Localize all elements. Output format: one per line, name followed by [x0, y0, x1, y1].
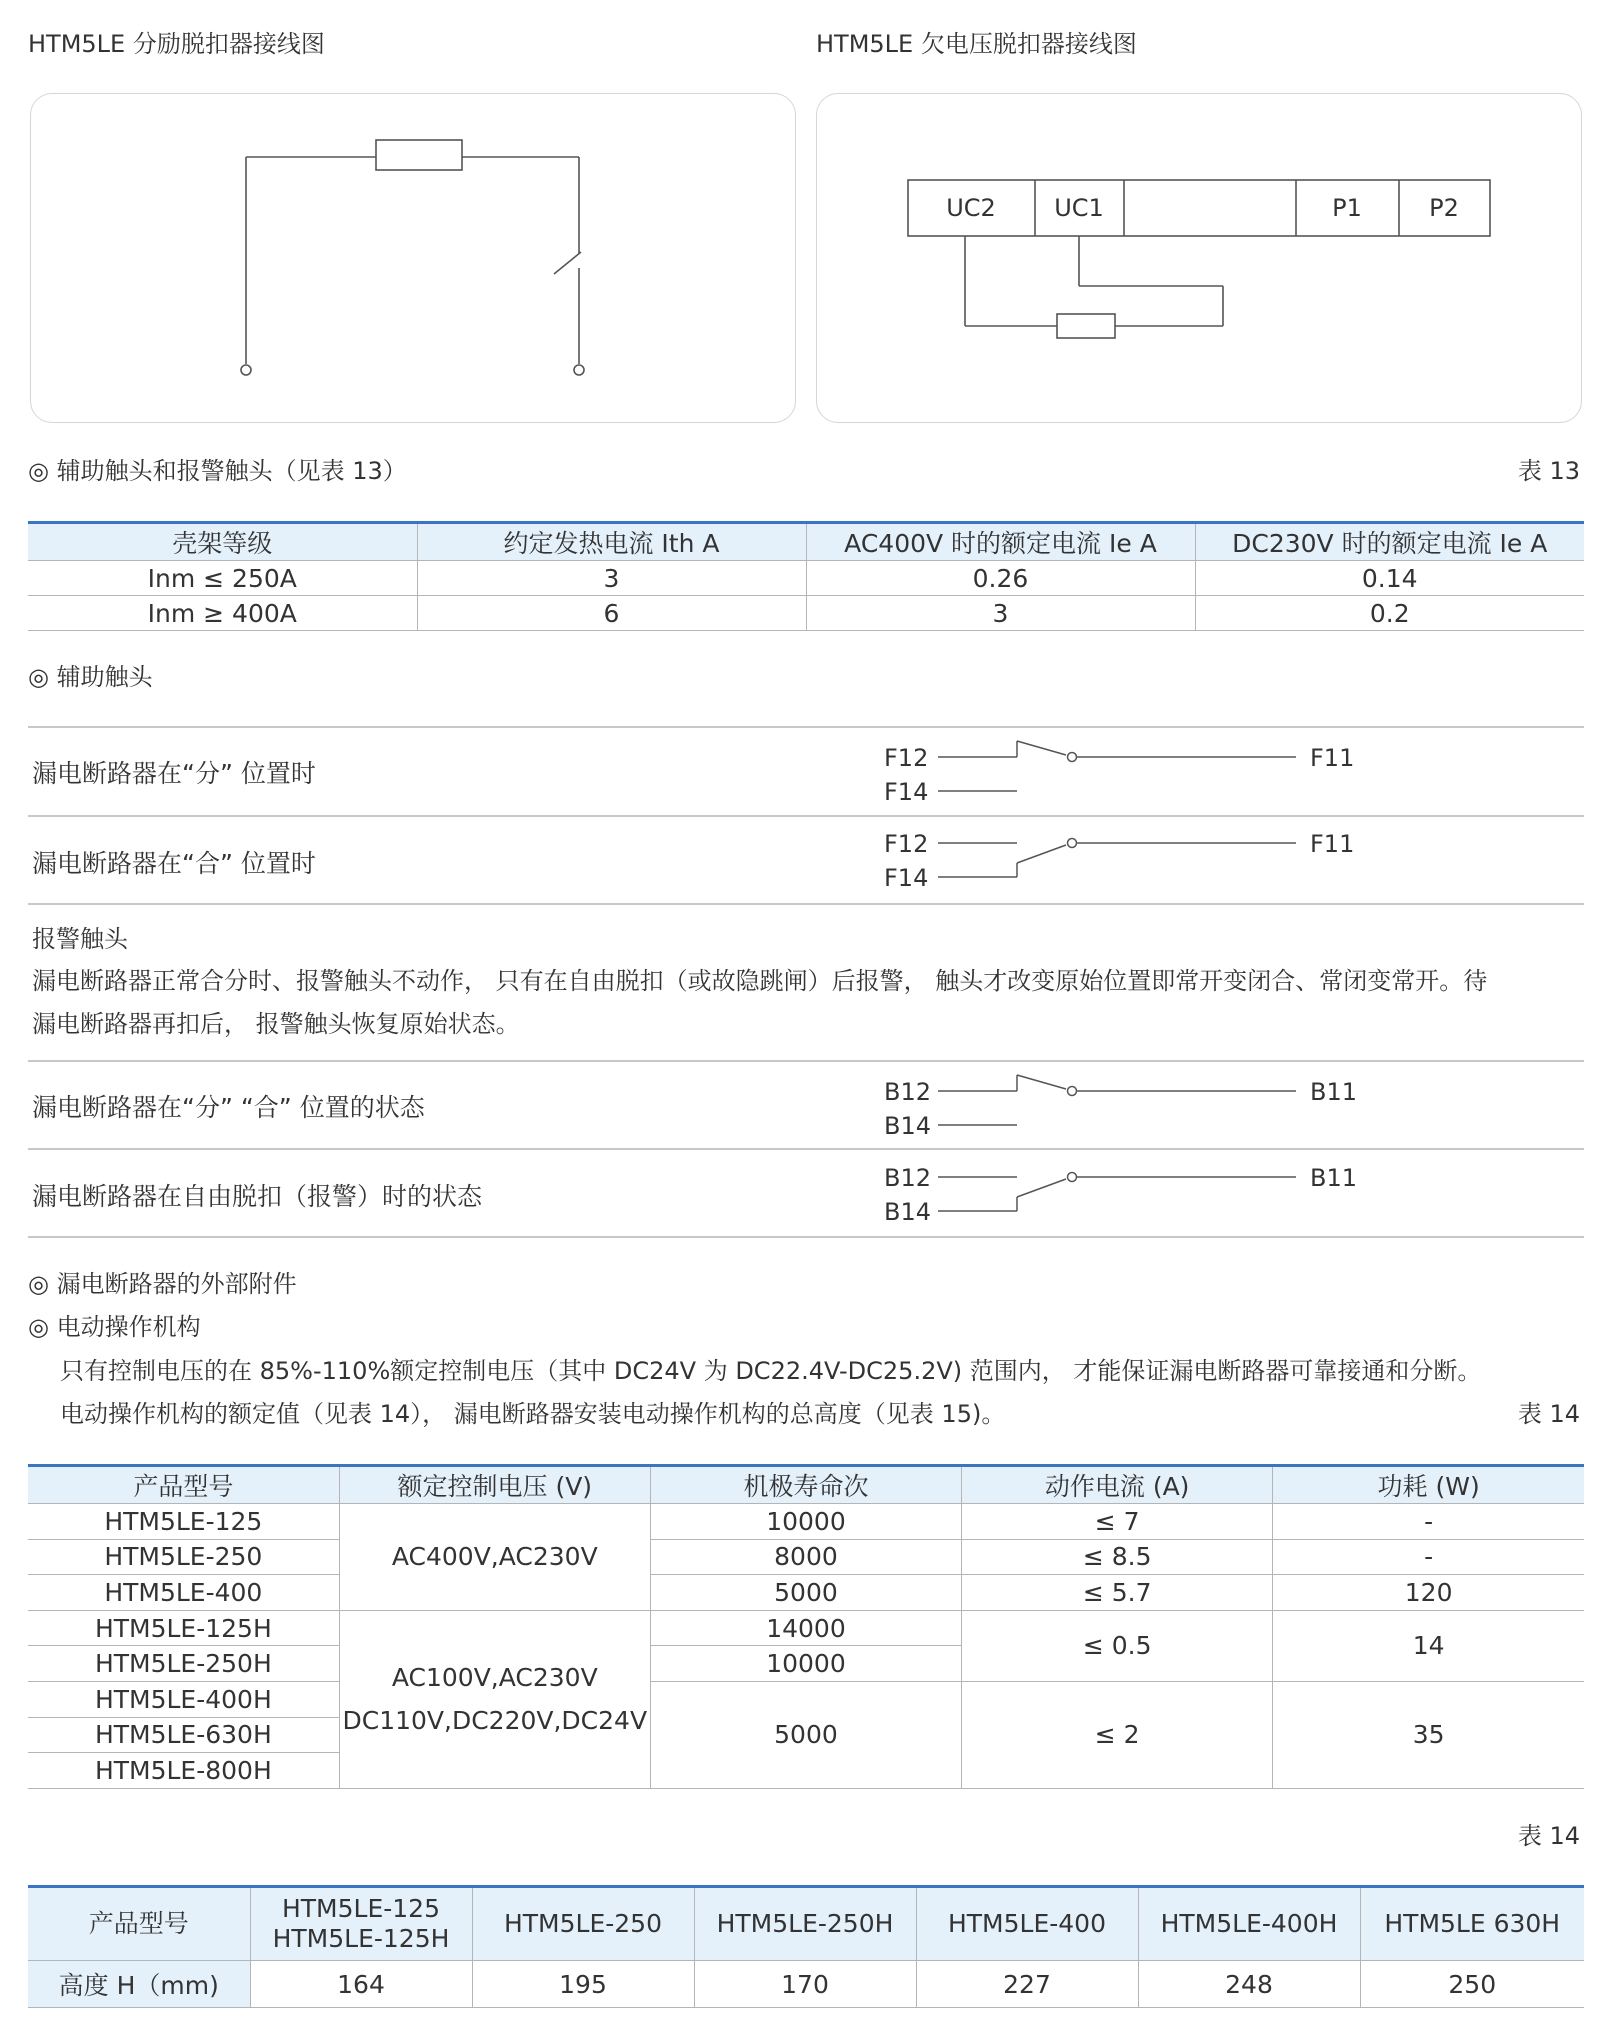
motor-operator-title: ◎ 电动操作机构 — [28, 1313, 201, 1341]
terminal-label: F11 — [1310, 744, 1355, 772]
table14-header: 功耗 (W) — [1273, 1466, 1584, 1504]
life-cell: 10000 — [650, 1646, 961, 1682]
height-cell: 227 — [916, 1961, 1138, 2008]
alarm-desc-line1: 漏电断路器正常合分时、报警触头不动作， 只有在自由脱扣（或故隐跳闸）后报警， 触头才改变原始位置即常开变闭合、常闭变常开。待 — [32, 967, 1488, 995]
table13-cell: Inm ≤ 250A — [28, 561, 417, 596]
table13-header: DC230V 时的额定电流 Ie A — [1195, 523, 1584, 561]
uv-terminal-uc1: UC1 — [1054, 194, 1104, 222]
alarm-trip-contact-diagram — [880, 1155, 1380, 1239]
uv-diagram-box — [816, 93, 1582, 423]
alarm-normal-contact-diagram — [880, 1067, 1380, 1151]
power-cell: 35 — [1273, 1681, 1584, 1788]
uv-terminal-uc2: UC2 — [946, 194, 996, 222]
divider — [28, 815, 1584, 817]
table13-label: 表 13 — [1517, 457, 1580, 485]
table15-model-header: HTM5LE-400H — [1138, 1887, 1360, 1961]
divider — [28, 1060, 1584, 1062]
table-row — [28, 1504, 1584, 1540]
voltage-cell: AC400V,AC230V — [339, 1504, 650, 1611]
current-cell: ≤ 0.5 — [962, 1610, 1273, 1681]
life-cell: 8000 — [650, 1539, 961, 1575]
uv-wiring-diagram — [817, 94, 1581, 422]
terminal-label: F12 — [884, 830, 929, 858]
shunt-diagram-box — [30, 93, 796, 423]
alarm-desc-line2: 漏电断路器再扣后， 报警触头恢复原始状态。 — [32, 1010, 520, 1038]
table14-header: 额定控制电压 (V) — [339, 1466, 650, 1504]
aux-closed-contact-diagram — [880, 823, 1380, 907]
external-accessories-title: ◎ 漏电断路器的外部附件 — [28, 1270, 297, 1298]
table13-header: AC400V 时的额定电流 Ie A — [806, 523, 1195, 561]
height-cell: 248 — [1138, 1961, 1360, 2008]
aux-row-open-label: 漏电断路器在“分” 位置时 — [32, 759, 316, 788]
aux-contacts-title: ◎ 辅助触头 — [28, 663, 153, 691]
terminal-label: B12 — [884, 1164, 932, 1192]
table15-model-header: HTM5LE-400 — [916, 1887, 1138, 1961]
table14-header: 机极寿命次 — [650, 1466, 961, 1504]
life-cell: 14000 — [650, 1610, 961, 1646]
uv-terminal-p1: P1 — [1332, 194, 1362, 222]
table14-header: 动作电流 (A) — [962, 1466, 1273, 1504]
terminal-label: B14 — [884, 1198, 932, 1226]
life-cell: 5000 — [650, 1575, 961, 1611]
table-row — [28, 561, 1584, 596]
alarm-row-trip-label: 漏电断路器在自由脱扣（报警）时的状态 — [32, 1182, 483, 1211]
table13-cell: 3 — [806, 596, 1195, 631]
table14 — [28, 1464, 1584, 1789]
table15-model-header: HTM5LE-250H — [694, 1887, 916, 1961]
terminal-label: F12 — [884, 744, 929, 772]
height-cell: 250 — [1360, 1961, 1584, 2008]
table13-cell: 0.14 — [1195, 561, 1584, 596]
height-cell: 170 — [694, 1961, 916, 2008]
current-cell: ≤ 7 — [962, 1504, 1273, 1540]
voltage-cell-line: DC110V,DC220V,DC24V — [342, 1706, 648, 1736]
table15-model-header: HTM5LE 630H — [1360, 1887, 1584, 1961]
table-row — [28, 1539, 1584, 1575]
model-cell: HTM5LE-400H — [28, 1681, 339, 1717]
section-aux-alarm-title: ◎ 辅助触头和报警触头（见表 13） — [28, 457, 407, 485]
model-name: HTM5LE-125 — [281, 1894, 440, 1923]
terminal-label: F14 — [884, 864, 929, 892]
model-cell: HTM5LE-250H — [28, 1646, 339, 1682]
power-cell: - — [1273, 1504, 1584, 1540]
divider — [28, 1236, 1584, 1238]
current-cell: ≤ 8.5 — [962, 1539, 1273, 1575]
model-cell: HTM5LE-630H — [28, 1717, 339, 1753]
divider — [28, 726, 1584, 728]
table-row — [28, 1681, 1584, 1717]
terminal-label: F14 — [884, 778, 929, 806]
table-row — [28, 596, 1584, 631]
terminal-label: B11 — [1310, 1164, 1358, 1192]
model-cell: HTM5LE-400 — [28, 1575, 339, 1611]
model-cell: HTM5LE-800H — [28, 1753, 339, 1789]
power-cell: 14 — [1273, 1610, 1584, 1681]
table15-model-header — [250, 1887, 472, 1961]
life-cell: 5000 — [650, 1681, 961, 1788]
table14-label: 表 14 — [1517, 1400, 1580, 1428]
model-name: HTM5LE-125H — [272, 1924, 450, 1953]
table13-header: 壳架等级 — [28, 523, 417, 561]
table13-cell: 6 — [417, 596, 806, 631]
table15 — [28, 1885, 1584, 2008]
model-cell: HTM5LE-125H — [28, 1610, 339, 1646]
aux-row-closed-label: 漏电断路器在“合” 位置时 — [32, 849, 316, 878]
table-row — [28, 1610, 1584, 1646]
voltage-cell-group — [339, 1610, 650, 1788]
shunt-wiring-diagram — [31, 94, 795, 422]
current-cell: ≤ 2 — [962, 1681, 1273, 1788]
model-cell: HTM5LE-125 — [28, 1504, 339, 1540]
table-row — [28, 1961, 1584, 2008]
divider — [28, 903, 1584, 905]
motor-desc-line1: 只有控制电压的在 85%-110%额定控制电压（其中 DC24V 为 DC22.4V-DC25.2V) 范围内， 才能保证漏电断路器可靠接通和分断。 — [60, 1357, 1482, 1385]
table13-header: 约定发热电流 Ith A — [417, 523, 806, 561]
height-cell: 164 — [250, 1961, 472, 2008]
table13-cell: 3 — [417, 561, 806, 596]
voltage-cell-line: AC100V,AC230V — [391, 1662, 598, 1692]
alarm-contacts-title: 报警触头 — [32, 925, 128, 953]
terminal-label: B12 — [884, 1078, 932, 1106]
table15-header-label: 产品型号 — [28, 1887, 250, 1961]
power-cell: - — [1273, 1539, 1584, 1575]
table13 — [28, 521, 1584, 631]
terminal-label: F11 — [1310, 830, 1355, 858]
terminal-label: B14 — [884, 1112, 932, 1140]
motor-desc-line2: 电动操作机构的额定值（见表 14）， 漏电断路器安装电动操作机构的总高度（见表 15)。 — [60, 1400, 1006, 1428]
table14-header: 产品型号 — [28, 1466, 339, 1504]
terminal-label: B11 — [1310, 1078, 1358, 1106]
table15-label: 表 14 — [1517, 1822, 1580, 1850]
table13-cell: 0.26 — [806, 561, 1195, 596]
uv-terminal-p2: P2 — [1429, 194, 1459, 222]
table-row — [28, 1575, 1584, 1611]
alarm-row-normal-label: 漏电断路器在“分” “合” 位置的状态 — [32, 1093, 425, 1122]
model-cell: HTM5LE-250 — [28, 1539, 339, 1575]
power-cell: 120 — [1273, 1575, 1584, 1611]
life-cell: 10000 — [650, 1504, 961, 1540]
height-cell: 195 — [472, 1961, 694, 2008]
shunt-diagram-title: HTM5LE 分励脱扣器接线图 — [28, 30, 325, 58]
uv-diagram-title: HTM5LE 欠电压脱扣器接线图 — [816, 30, 1137, 58]
table13-cell: Inm ≥ 400A — [28, 596, 417, 631]
height-row-label: 高度 H（mm) — [28, 1961, 250, 2008]
divider — [28, 1148, 1584, 1150]
table15-model-header: HTM5LE-250 — [472, 1887, 694, 1961]
aux-open-contact-diagram — [880, 733, 1380, 817]
current-cell: ≤ 5.7 — [962, 1575, 1273, 1611]
table13-cell: 0.2 — [1195, 596, 1584, 631]
